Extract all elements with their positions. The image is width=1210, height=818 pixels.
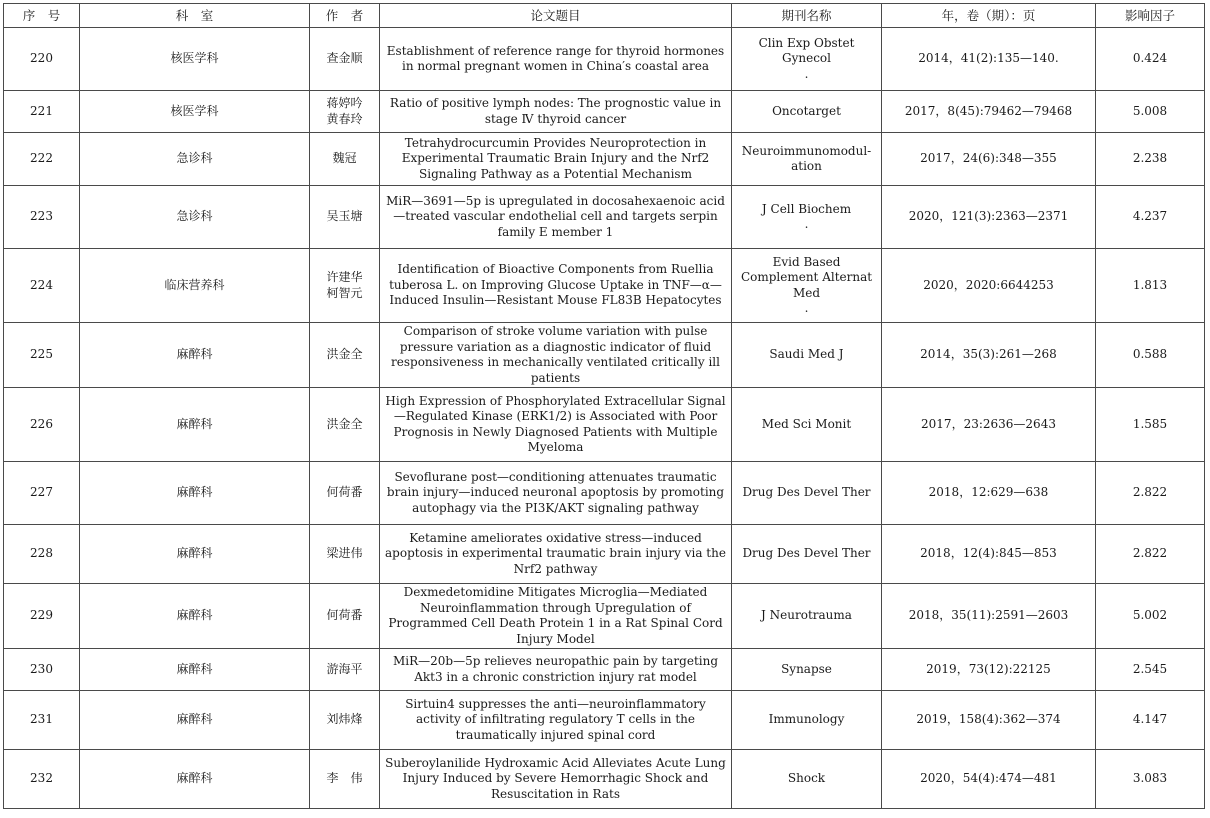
table-row (4, 462, 1205, 525)
table-row (4, 186, 1205, 249)
cell-journal (732, 249, 882, 323)
cell-authors (310, 249, 380, 323)
cell-department: 麻醉科 (80, 649, 310, 691)
cell-impact-factor: 2.822 (1096, 525, 1205, 584)
journal-line: Immunology (768, 712, 845, 727)
cell-authors (310, 525, 380, 584)
author-name: 柯智元 (326, 285, 363, 300)
cell-number: 227 (4, 462, 80, 525)
cell-authors (310, 186, 380, 249)
cell-paper-title: Establishment of reference range for thyroid hormones in normal pregnant women in China′s coastal area (380, 28, 732, 91)
cell-impact-factor: 1.813 (1096, 249, 1205, 323)
cell-department: 核医学科 (80, 28, 310, 91)
cell-journal (732, 388, 882, 462)
journal-line: Evid Based (772, 254, 841, 269)
header-department: 科 室 (80, 4, 310, 28)
cell-journal (732, 28, 882, 91)
cell-paper-title: Identification of Bioactive Components from Ruellia tuberosa L. on Improving Glucose Uptake in TNF—α—Induced Insulin—Resistant Mouse FL83B Hepatocytes (380, 249, 732, 323)
table-body (4, 28, 1205, 809)
cell-department: 麻醉科 (80, 388, 310, 462)
cell-journal (732, 462, 882, 525)
table-row (4, 249, 1205, 323)
journal-line: . (804, 66, 809, 81)
author-name: 洪金全 (326, 416, 363, 431)
journal-line: Gynecol (782, 51, 831, 66)
cell-authors (310, 649, 380, 691)
journal-line: Saudi Med J (769, 347, 844, 362)
cell-number: 224 (4, 249, 80, 323)
cell-department: 麻醉科 (80, 525, 310, 584)
cell-citation: 2018，12:629—638 (882, 462, 1096, 525)
journal-line: . (804, 301, 809, 315)
header-number: 序 号 (4, 4, 80, 28)
table-row (4, 323, 1205, 388)
cell-citation: 2017，24(6):348—355 (882, 133, 1096, 186)
cell-impact-factor: 2.822 (1096, 462, 1205, 525)
cell-department: 麻醉科 (80, 323, 310, 388)
cell-impact-factor: 1.585 (1096, 388, 1205, 462)
table-row (4, 525, 1205, 584)
table-row (4, 649, 1205, 691)
author-name: 梁进伟 (326, 546, 363, 561)
cell-authors (310, 323, 380, 388)
cell-journal (732, 750, 882, 809)
author-name: 蒋婷吟 (326, 96, 363, 110)
author-name: 查金顺 (326, 51, 363, 66)
cell-paper-title: Sevoflurane post—conditioning attenuates traumatic brain injury—induced neuronal apoptosis by promoting autophagy via the PI3K/AKT signaling pathway (380, 462, 732, 525)
author-name: 游海平 (326, 661, 363, 676)
cell-number: 222 (4, 133, 80, 186)
journal-line: Clin Exp Obstet (758, 35, 855, 50)
cell-citation: 2014，41(2):135—140. (882, 28, 1096, 91)
cell-paper-title: Sirtuin4 suppresses the anti—neuroinflammatory activity of infiltrating regulatory T cells in the traumatically injured spinal cord (380, 691, 732, 750)
cell-paper-title: Comparison of stroke volume variation with pulse pressure variation as a diagnostic indicator of fluid responsiveness in mechanically ventilated critically ill patients (380, 323, 732, 388)
journal-line: Oncotarget (772, 103, 841, 118)
cell-citation: 2019，73(12):22125 (882, 649, 1096, 691)
cell-citation: 2020，54(4):474—481 (882, 750, 1096, 809)
cell-citation: 2017，23:2636—2643 (882, 388, 1096, 462)
cell-authors (310, 28, 380, 91)
cell-impact-factor: 4.237 (1096, 186, 1205, 249)
cell-paper-title: MiR—3691—5p is upregulated in docosahexaenoic acid—treated vascular endothelial cell and targets serpin family E member 1 (380, 186, 732, 249)
author-name: 李 伟 (326, 771, 363, 786)
header-title: 论文题目 (380, 4, 732, 28)
cell-department: 核医学科 (80, 91, 310, 133)
cell-department: 麻醉科 (80, 691, 310, 750)
cell-citation: 2019，158(4):362—374 (882, 691, 1096, 750)
cell-impact-factor: 0.588 (1096, 323, 1205, 388)
cell-authors (310, 462, 380, 525)
table-row (4, 691, 1205, 750)
cell-impact-factor: 4.147 (1096, 691, 1205, 750)
cell-journal (732, 323, 882, 388)
cell-journal (732, 91, 882, 133)
journal-line: Complement Alternat (740, 270, 873, 284)
table-row (4, 584, 1205, 649)
journal-line: ation (791, 159, 822, 173)
cell-number: 225 (4, 323, 80, 388)
cell-impact-factor: 2.545 (1096, 649, 1205, 691)
cell-citation: 2017，8(45):79462—79468 (882, 91, 1096, 133)
table-header-row (4, 4, 1205, 28)
cell-paper-title: High Expression of Phosphorylated Extracellular Signal—Regulated Kinase (ERK1/2) is Associated with Poor Prognosis in Newly Diagnosed Patients with Multiple Myeloma (380, 388, 732, 462)
header-citation: 年，卷（期）：页 (882, 4, 1096, 28)
journal-line: . (804, 217, 809, 231)
journal-line: Drug Des Devel Ther (742, 485, 871, 500)
journal-line: Synapse (781, 661, 832, 676)
cell-paper-title: MiR—20b—5p relieves neuropathic pain by targeting Akt3 in a chronic constriction injury rat model (380, 649, 732, 691)
cell-number: 231 (4, 691, 80, 750)
cell-impact-factor: 3.083 (1096, 750, 1205, 809)
author-name: 何荷番 (326, 485, 363, 500)
cell-authors (310, 91, 380, 133)
table-row (4, 28, 1205, 91)
table-row (4, 91, 1205, 133)
cell-impact-factor: 5.002 (1096, 584, 1205, 649)
author-name: 许建华 (326, 270, 363, 284)
cell-citation: 2018，35(11):2591—2603 (882, 584, 1096, 649)
cell-paper-title: Dexmedetomidine Mitigates Microglia—Mediated Neuroinflammation through Upregulation of Programmed Cell Death Protein 1 in a Rat Spinal Cord Injury Model (380, 584, 732, 649)
cell-department: 麻醉科 (80, 462, 310, 525)
journal-line: J Neurotrauma (761, 608, 852, 623)
cell-department: 临床营养科 (80, 249, 310, 323)
cell-number: 223 (4, 186, 80, 249)
publications-table (3, 3, 1205, 809)
cell-paper-title: Ratio of positive lymph nodes: The prognostic value in stage Ⅳ thyroid cancer (380, 91, 732, 133)
cell-number: 230 (4, 649, 80, 691)
journal-line: Shock (787, 771, 826, 786)
cell-authors (310, 691, 380, 750)
table-row (4, 750, 1205, 809)
table-row (4, 133, 1205, 186)
author-name: 洪金全 (326, 347, 363, 362)
cell-authors (310, 750, 380, 809)
header-author: 作 者 (310, 4, 380, 28)
author-name: 吴玉塘 (326, 209, 363, 224)
author-name: 何荷番 (326, 608, 363, 623)
journal-line: Neuroimmunomodul- (741, 143, 872, 158)
cell-journal (732, 691, 882, 750)
cell-number: 232 (4, 750, 80, 809)
cell-number: 226 (4, 388, 80, 462)
cell-journal (732, 133, 882, 186)
cell-paper-title: Ketamine ameliorates oxidative stress—induced apoptosis in experimental traumatic brain injury via the Nrf2 pathway (380, 525, 732, 584)
journal-line: J Cell Biochem (761, 201, 852, 216)
cell-journal (732, 525, 882, 584)
cell-authors (310, 584, 380, 649)
header-impact-factor: 影响因子 (1096, 4, 1205, 28)
cell-citation: 2020，121(3):2363—2371 (882, 186, 1096, 249)
author-name: 黄春玲 (326, 111, 363, 126)
cell-authors (310, 388, 380, 462)
cell-citation: 2014，35(3):261—268 (882, 323, 1096, 388)
cell-department: 麻醉科 (80, 584, 310, 649)
cell-journal (732, 584, 882, 649)
journal-line: Med Sci Monit (761, 416, 852, 431)
author-name: 魏冠 (332, 151, 357, 166)
cell-impact-factor: 5.008 (1096, 91, 1205, 133)
cell-journal (732, 649, 882, 691)
cell-paper-title: Tetrahydrocurcumin Provides Neuroprotection in Experimental Traumatic Brain Injury and the Nrf2 Signaling Pathway as a Potential Mechanism (380, 133, 732, 186)
cell-impact-factor: 0.424 (1096, 28, 1205, 91)
journal-line: Med (792, 285, 821, 300)
cell-number: 229 (4, 584, 80, 649)
journal-line: Drug Des Devel Ther (742, 546, 871, 561)
cell-paper-title: Suberoylanilide Hydroxamic Acid Alleviates Acute Lung Injury Induced by Severe Hemorrhagic Shock and Resuscitation in Rats (380, 750, 732, 809)
author-name: 刘炜烽 (326, 712, 363, 727)
cell-department: 麻醉科 (80, 750, 310, 809)
cell-citation: 2018，12(4):845—853 (882, 525, 1096, 584)
cell-impact-factor: 2.238 (1096, 133, 1205, 186)
cell-citation: 2020，2020:6644253 (882, 249, 1096, 323)
table-row (4, 388, 1205, 462)
cell-department: 急诊科 (80, 186, 310, 249)
cell-number: 220 (4, 28, 80, 91)
cell-number: 228 (4, 525, 80, 584)
cell-authors (310, 133, 380, 186)
header-journal: 期刊名称 (732, 4, 882, 28)
cell-department: 急诊科 (80, 133, 310, 186)
cell-number: 221 (4, 91, 80, 133)
cell-journal (732, 186, 882, 249)
